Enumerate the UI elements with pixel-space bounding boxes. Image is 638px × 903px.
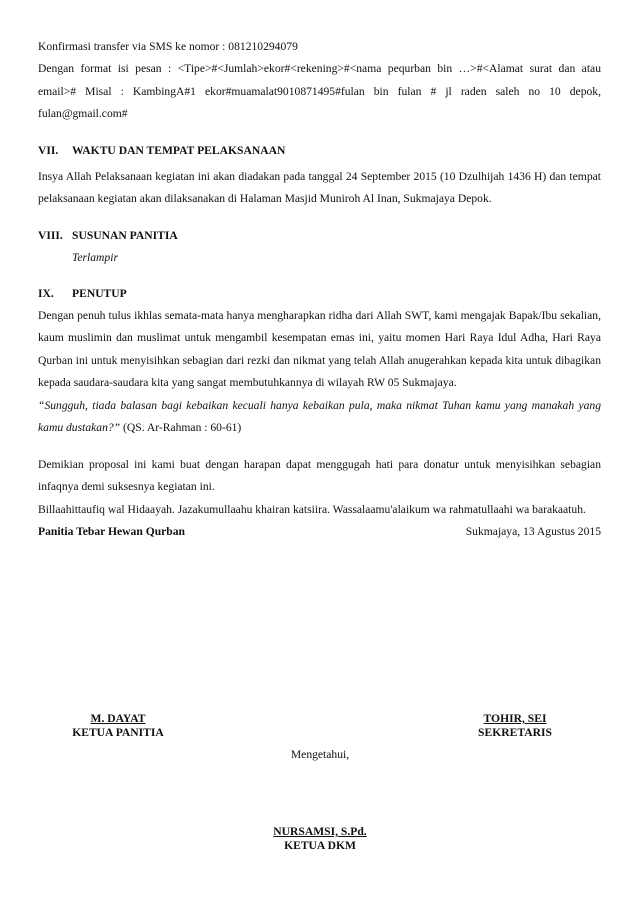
ketua-dkm-title: KETUA DKM	[284, 839, 356, 852]
section-9-title: PENUTUP	[72, 286, 127, 300]
quran-quote-paragraph	[38, 395, 601, 440]
section-9-heading	[38, 283, 601, 305]
section-7-heading	[38, 140, 601, 162]
sms-confirmation-line: Konfirmasi transfer via SMS ke nomor : 081210294079	[38, 40, 298, 53]
ketua-panitia-title: KETUA PANITIA	[72, 726, 164, 739]
signature-ketua-panitia	[58, 712, 178, 740]
sekretaris-name: TOHIR, SEI	[483, 712, 547, 725]
sekretaris-title: SEKRETARIS	[478, 726, 552, 739]
closing-paragraph: Demikian proposal ini kami buat dengan harapan dapat menggugah hati para donatur untuk menyisihkan sebagian infaqnya demi suksesnya kegiatan ini.	[38, 457, 601, 493]
signature-ketua-dkm	[250, 825, 390, 853]
section-7-number: VII.	[38, 143, 59, 157]
section-9-number: IX.	[38, 286, 54, 300]
quran-quote-reference: (QS. Ar-Rahman : 60-61)	[120, 421, 242, 434]
sms-format-paragraph: Dengan format isi pesan : <Tipe>#<Jumlah>ekor#<rekening>#<nama pequrban bin …>#<Alamat surat dan atau email># Misal : KambingA#1 ekor#muamalat9010871495#fulan bin fulan # jl raden saleh no 10 depok, fulan@gmail.com#	[38, 62, 601, 120]
place-and-date: Sukmajaya, 13 Agustus 2015	[465, 525, 601, 538]
signature-sekretaris	[455, 712, 575, 740]
signature-header-row	[38, 521, 601, 543]
document-page	[38, 36, 601, 543]
committee-name: Panitia Tebar Hewan Qurban	[38, 525, 185, 538]
mengetahui-label: Mengetahui,	[290, 748, 350, 761]
section-8-body: Terlampir	[72, 250, 118, 264]
section-8-heading	[38, 225, 601, 247]
section-7-body: Insya Allah Pelaksanaan kegiatan ini akan diadakan pada tanggal 24 September 2015 (10 Dzulhijah 1436 H) dan tempat pelaksanaan kegiatan akan dilaksanakan di Halaman Masjid Muniroh Al Inan, Sukmajaya Depok.	[38, 169, 601, 205]
quran-quote: “Sungguh, tiada balasan bagi kebaikan kecuali hanya kebaikan pula, maka nikmat Tuhan kamu yang manakah yang kamu dustakan?”	[38, 398, 601, 434]
ketua-panitia-name: M. DAYAT	[90, 712, 146, 725]
ketua-dkm-name: NURSAMSI, S.Pd.	[273, 825, 367, 838]
section-8-title: SUSUNAN PANITIA	[72, 228, 178, 242]
closing-greeting: Billaahittaufiq wal Hidaayah. Jazakumullaahu khairan katsiira. Wassalaamu'alaikum wa rahmatullaahi wa barakaatuh.	[38, 502, 586, 516]
section-8-number: VIII.	[38, 228, 63, 242]
section-7-title: WAKTU DAN TEMPAT PELAKSANAAN	[72, 143, 286, 157]
section-9-body: Dengan penuh tulus ikhlas semata-mata hanya mengharapkan ridha dari Allah SWT, kami mengajak Bapak/Ibu sekalian, kaum muslimin dan muslimat untuk mengambil kesempatan emas ini, yaitu momen Hari Raya Idul Adha, Hari Raya Qurban ini untuk menyisihkan sebagian dari rezki dan nikmat yang telah Allah anugerahkan kepada kita untuk dibagikan kepada saudara-saudara kita yang sangat membutuhkannya di wilayah RW 05 Sukmajaya.	[38, 308, 601, 389]
